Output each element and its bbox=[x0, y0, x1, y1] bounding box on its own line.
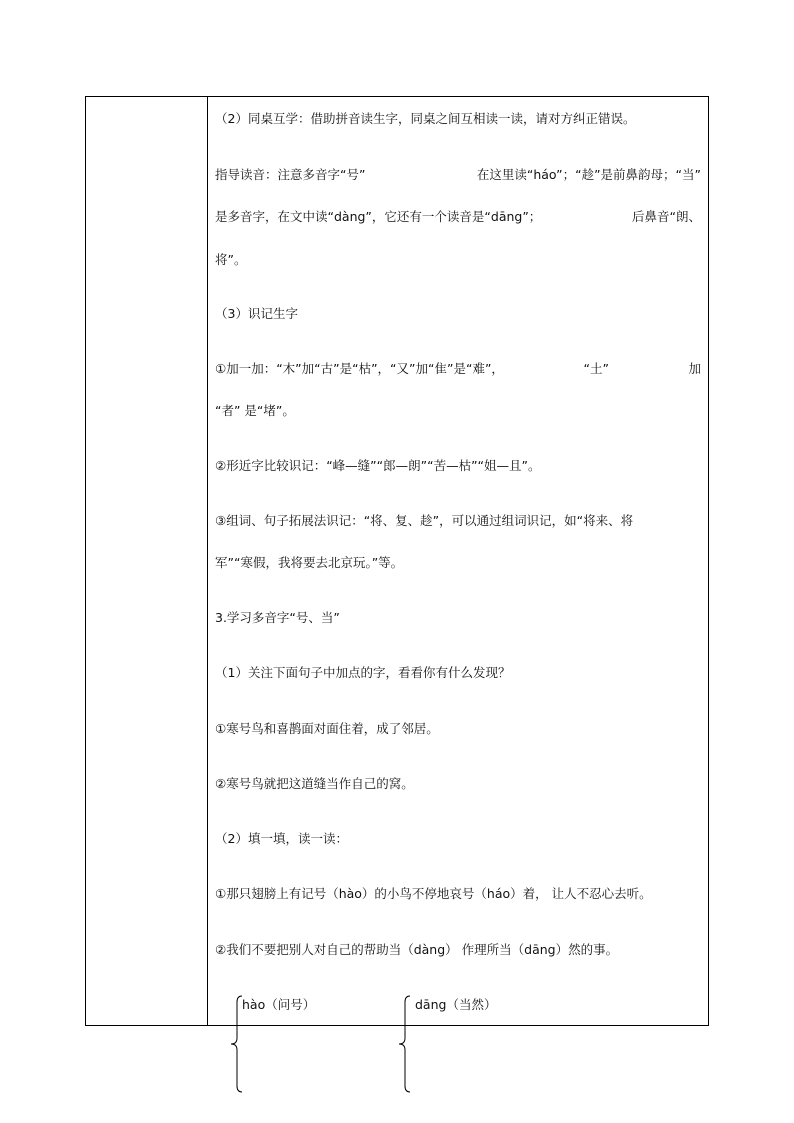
step-3-title: 3.学习多音字“号、当” bbox=[215, 610, 340, 625]
add-method-line-1: ①加一加：“木”加“古”是“枯”，“又”加“隹”是“难”， “土” 加 bbox=[215, 361, 701, 376]
question-1-title: （1）关注下面句子中加点的字，看看你有什么发现？ bbox=[215, 665, 511, 680]
fill-sentence-2: ②我们不要把别人对自己的帮助当（dàng） 作理所当（dāng）然的事。 bbox=[215, 942, 619, 957]
fill-sentence-1: ①那只翅膀上有记号（hào）的小鸟不停地哀号（háo）着， 让人不忍心去听。 bbox=[215, 886, 652, 901]
example-sentence-1: ①寒号鸟和喜鹊面对面住着，成了邻居。 bbox=[215, 721, 439, 736]
group-method-line-2: 军”“寒假，我将要去北京玩。”等。 bbox=[215, 555, 404, 570]
group-method-line-1: ③组词、句子拓展法识记：“将、复、趁”，可以通过组词识记，如“将来、将 bbox=[215, 513, 634, 528]
brace-hao-label: hào（问号） bbox=[242, 997, 316, 1012]
reading-guide-line-3: 将”。 bbox=[215, 252, 247, 267]
table-column-divider bbox=[207, 96, 208, 1026]
shape-compare-line: ②形近字比较识记：“峰—缝”“郎—朗”“苦—枯”“姐—且”。 bbox=[215, 458, 541, 473]
section-peer-study-title: （2）同桌互学：借助拼音读生字，同桌之间互相读一读，请对方纠正错误。 bbox=[215, 111, 636, 126]
brace-dang-label: dāng（当然） bbox=[415, 997, 497, 1012]
section-memorize-title: （3）识记生字 bbox=[215, 306, 298, 321]
reading-guide-line-1: 指导读音：注意多音字“号” 在这里读“háo”；“趁”是前鼻韵母；“当” bbox=[215, 167, 701, 182]
add-method-line-2: “者” 是“堵”。 bbox=[215, 403, 295, 418]
brace-dang bbox=[396, 994, 416, 1094]
question-2-title: （2）填一填，读一读： bbox=[215, 831, 348, 846]
reading-guide-line-2: 是多音字，在文中读“dàng”，它还有一个读音是“dāng”； 后鼻音“朗、 bbox=[215, 209, 701, 224]
example-sentence-2: ②寒号鸟就把这道缝当作自己的窝。 bbox=[215, 776, 414, 791]
